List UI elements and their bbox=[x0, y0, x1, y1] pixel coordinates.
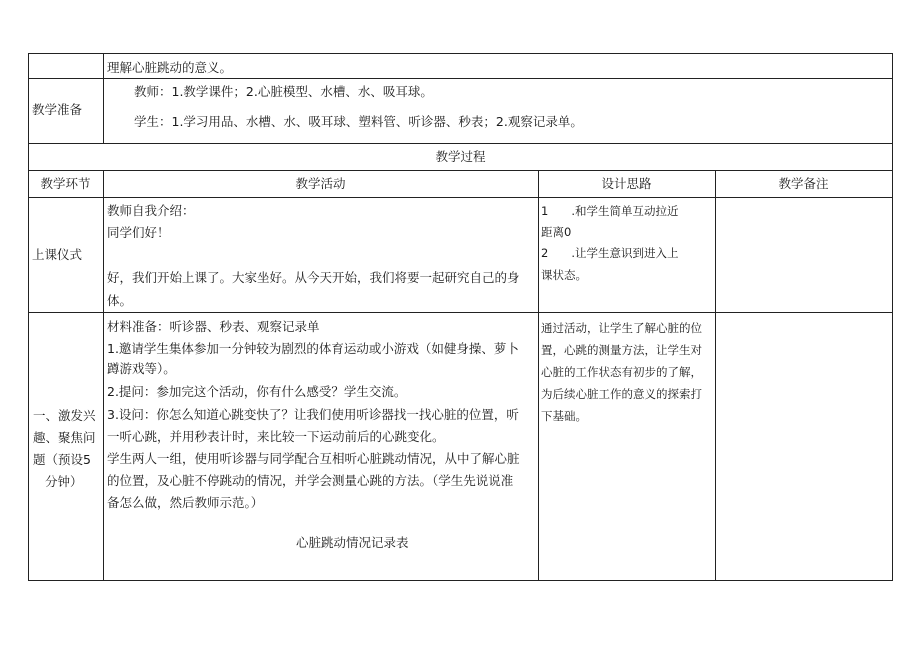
rule-left bbox=[28, 53, 29, 581]
ceremony-stage: 上课仪式 bbox=[32, 247, 83, 262]
rule-after-objective bbox=[28, 78, 893, 79]
rule-col2 bbox=[538, 170, 539, 581]
ceremony-activity-line: 好，我们开始上课了。大家坐好。从今天开始，我们将要一起研究自己的身 bbox=[107, 270, 520, 285]
stage-one-label-line: 分钟） bbox=[45, 474, 83, 489]
stage-one-activity-line: 2.提问：参加完这个活动，你有什么感受？学生交流。 bbox=[107, 384, 407, 399]
stage-one-activity-line: 的位置，及心脏不停跳动的情况，并学会测量心跳的方法。（学生先说说准 bbox=[107, 473, 514, 488]
stage-one-activity-line: 蹲游戏等）。 bbox=[107, 361, 176, 376]
preparation-teacher: 教师：1.教学课件；2.心脏模型、水槽、水、吸耳球。 bbox=[134, 84, 433, 99]
rule-col1-lower bbox=[103, 170, 104, 581]
col-header-notes: 教学备注 bbox=[778, 176, 829, 191]
stage-one-activity-line: 学生两人一组，使用听诊器与同学配合互相听心脏跳动情况，从中了解心脏 bbox=[107, 451, 520, 466]
stage-one-activity-line: 一听心跳，并用秒表计时，来比较一下运动前后的心跳变化。 bbox=[107, 429, 445, 444]
preparation-student: 学生：1.学习用品、水槽、水、吸耳球、塑料管、听诊器、秒表；2.观察记录单。 bbox=[134, 114, 583, 129]
record-table-caption: 心脏跳动情况记录表 bbox=[296, 535, 409, 550]
ceremony-activity-line: 体。 bbox=[107, 293, 133, 308]
rule-top bbox=[28, 53, 893, 54]
col-header-design: 设计思路 bbox=[601, 176, 652, 191]
stage-one-design-line: 置，心跳的测量方法，让学生对 bbox=[541, 343, 702, 357]
ceremony-design-line: 1 .和学生简单互动拉近 bbox=[541, 204, 679, 218]
stage-one-design-line: 为后续心脏工作的意义的探索打 bbox=[541, 387, 702, 401]
stage-one-design-line: 通过活动，让学生了解心脏的位 bbox=[541, 321, 702, 335]
ceremony-design-line: 2 .让学生意识到进入上 bbox=[541, 246, 679, 260]
stage-one-activity-line: 备怎么做，然后教师示范。） bbox=[107, 495, 264, 510]
ceremony-design-line: 距离0 bbox=[541, 225, 572, 239]
rule-col3 bbox=[715, 170, 716, 581]
process-header: 教学过程 bbox=[435, 149, 486, 164]
stage-one-activity-line: 1.邀请学生集体参加一分钟较为剧烈的体育运动或小游戏（如健身操、萝卜 bbox=[107, 341, 519, 356]
rule-after-preparation bbox=[28, 143, 893, 144]
rule-after-process bbox=[28, 170, 893, 171]
objective-text: 理解心脏跳动的意义。 bbox=[107, 60, 233, 75]
preparation-label: 教学准备 bbox=[32, 102, 83, 117]
ceremony-design-line: 课状态。 bbox=[541, 268, 587, 282]
col-header-activity: 教学活动 bbox=[295, 176, 346, 191]
rule-after-header bbox=[28, 197, 893, 198]
stage-one-label-line: 趣、聚焦问 bbox=[33, 430, 96, 445]
stage-one-design-line: 下基础。 bbox=[541, 409, 587, 423]
stage-one-activity-line: 材料准备：听诊器、秒表、观察记录单 bbox=[107, 319, 320, 334]
rule-bottom bbox=[28, 580, 893, 581]
rule-after-ceremony bbox=[28, 312, 893, 313]
rule-right bbox=[892, 53, 893, 581]
rule-col1 bbox=[103, 53, 104, 143]
stage-one-label-line: 一、激发兴 bbox=[33, 408, 96, 423]
stage-one-activity-line: 3.设问：你怎么知道心跳变快了？让我们使用听诊器找一找心脏的位置，听 bbox=[107, 407, 519, 422]
ceremony-activity-line: 同学们好！ bbox=[107, 225, 170, 240]
col-header-stage: 教学环节 bbox=[40, 176, 91, 191]
stage-one-design-line: 心脏的工作状态有初步的了解， bbox=[541, 365, 702, 379]
ceremony-activity-line: 教师自我介绍： bbox=[107, 203, 195, 218]
stage-one-label-line: 题（预设5 bbox=[33, 452, 91, 467]
